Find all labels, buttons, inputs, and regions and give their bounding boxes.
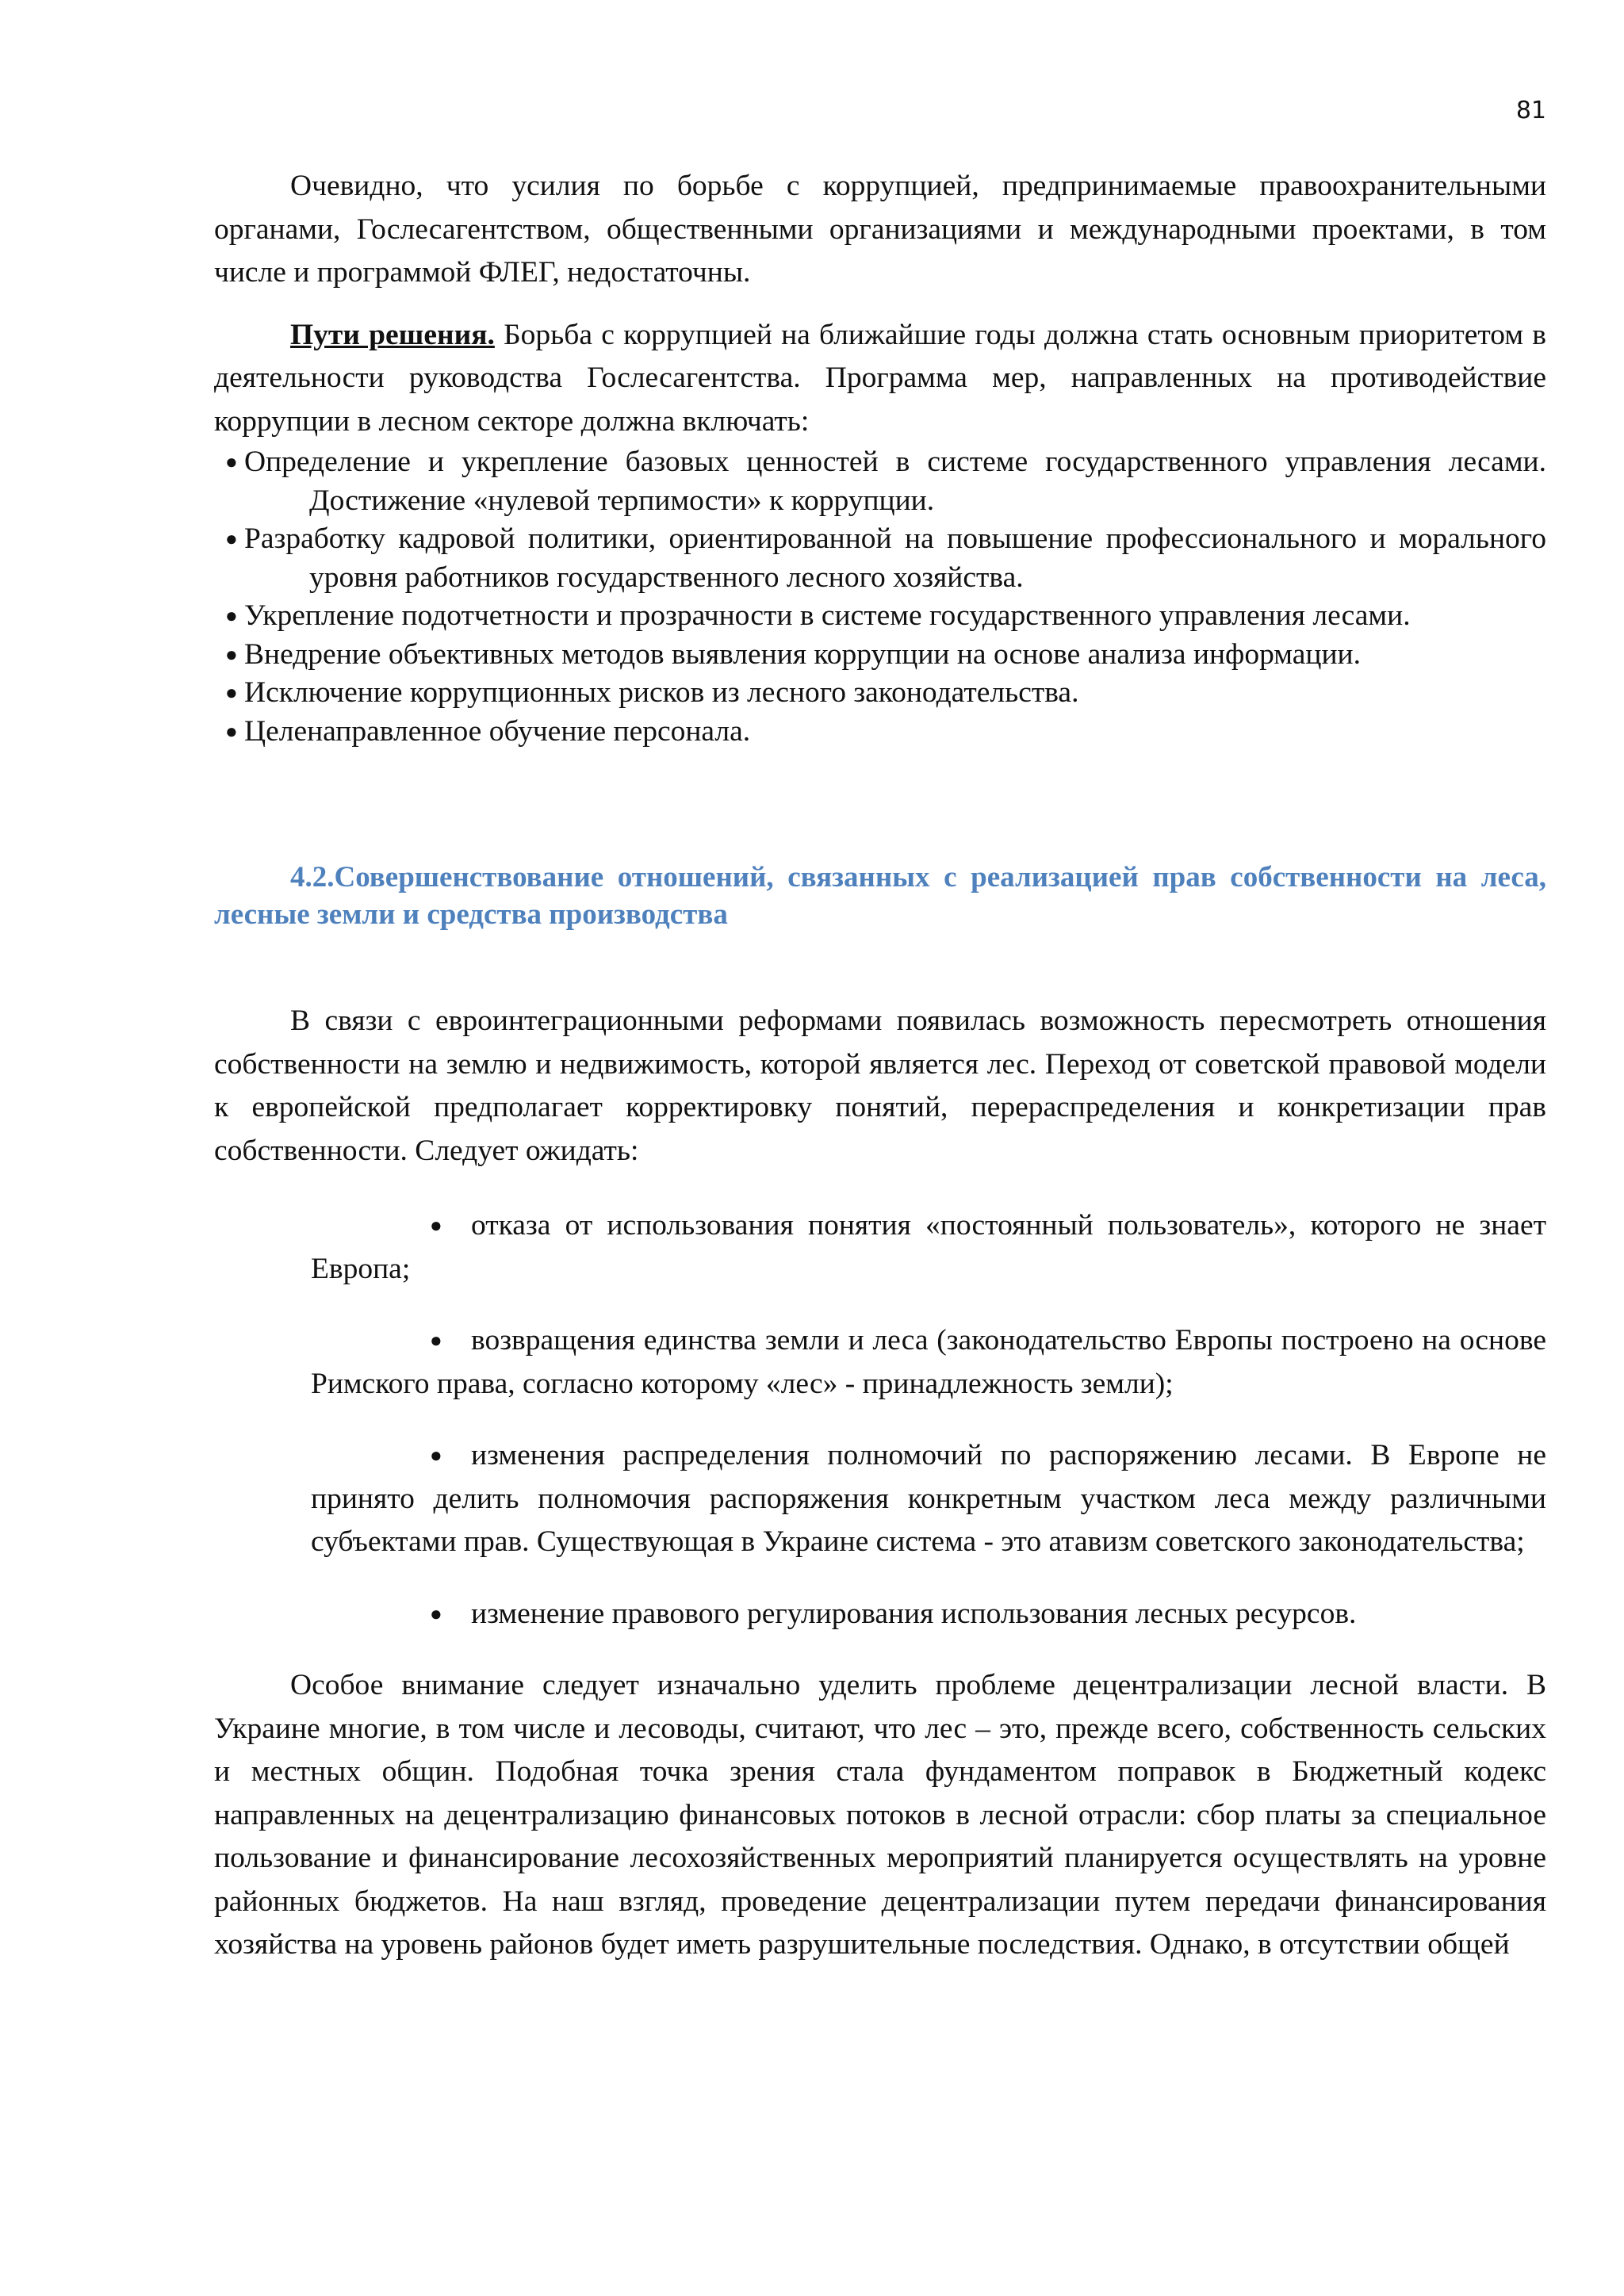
bullet-icon: ● [430,1601,442,1625]
solutions-text: Борьба с коррупцией на ближайшие годы должна стать основным приоритетом в деятельности руководства Гослесагентства. Программа мер, направленных на противодействие коррупции в лесном секторе должна включать: [214,318,1547,438]
list-item: ● Определение и укрепление базовых ценностей в системе государственного управления лесами. Достижение «нулевой терпимости» к коррупции. [214,443,1546,520]
bullet-icon: ● [225,450,238,473]
list-item: ● Внедрение объективных методов выявления коррупции на основе анализа информации. [214,636,1546,675]
measures-list [214,443,1546,751]
bullet-icon: ● [430,1214,442,1237]
bullet-icon: ● [225,719,238,743]
solutions-paragraph [214,314,1546,444]
expectations-list [214,1204,1546,1636]
section-heading: 4.2.Совершенствование отношений, связанных с реализацией прав собственности на леса, лесные земли и средства производства [214,861,1546,931]
page-number: 81 [1515,97,1546,124]
bullet-icon: ● [225,527,238,550]
intro-paragraph: Очевидно, что усилия по борьбе с коррупцией, предпринимаемые правоохранительными органами, Гослесагентством, общественными организациями и международными проектами, в том числе и программой ФЛЕГ, недостаточны. [214,170,1546,289]
bullet-icon: ● [430,1329,442,1352]
page-body [214,165,1546,1967]
bullet-icon: ● [225,681,238,704]
section-paragraph-2: Особое внимание следует изначально уделить проблеме децентрализации лесной власти. В Украине многие, в том числе и лесоводы, считают, что лес – это, прежде всего, собственность сельских и местных общин. Подобная точка зрения стала фундаментом поправок в Бюджетный кодекс направленных на децентрализацию финансовых потоков в лесной отрасли: сбор платы за специальное пользование и финансирование лесохозяйственных мероприятий планируется осуществлять на уровне районных бюджетов. На наш взгляд, проведение децентрализации путем передачи финансирования хозяйства на уровень районов будет иметь разрушительные последствия. Однако, в отсутствии общей [214,1669,1546,1961]
list-item: ● Разработку кадровой политики, ориентированной на повышение профессионального и морального уровня работников государственного лесного хозяйства. [214,520,1546,597]
list-item: ● изменения распределения полномочий по распоряжению лесами. В Европе не принято делить полномочия распоряжения конкретным участком леса между различными субъектами прав. Существующая в Украине система - это атавизм советского законодательства; [214,1434,1546,1564]
section-paragraph-1: В связи с евроинтеграционными реформами появилась возможность пересмотреть отношения собственности на землю и недвижимость, которой является лес. Переход от советской правовой модели к европейской предполагает корректировку понятий, перераспределения и конкретизации прав собственности. Следует ожидать: [214,1004,1546,1167]
list-item: ● Укрепление подотчетности и прозрачности в системе государственного управления лесами. [214,597,1546,636]
list-item: ● изменение правового регулирования использования лесных ресурсов. [214,1593,1546,1636]
solutions-title: Пути решения. [290,318,495,351]
bullet-icon: ● [225,604,238,627]
bullet-icon: ● [430,1444,442,1467]
list-item: ● Целенаправленное обучение персонала. [214,713,1546,752]
list-item: ● возвращения единства земли и леса (законодательство Европы построено на основе Римского права, согласно которому «лес» - принадлежность земли); [214,1319,1546,1406]
list-item: ● Исключение коррупционных рисков из лесного законодательства. [214,674,1546,713]
list-item: ● отказа от использования понятия «постоянный пользователь», которого не знает Европа; [214,1204,1546,1291]
bullet-icon: ● [225,642,238,666]
